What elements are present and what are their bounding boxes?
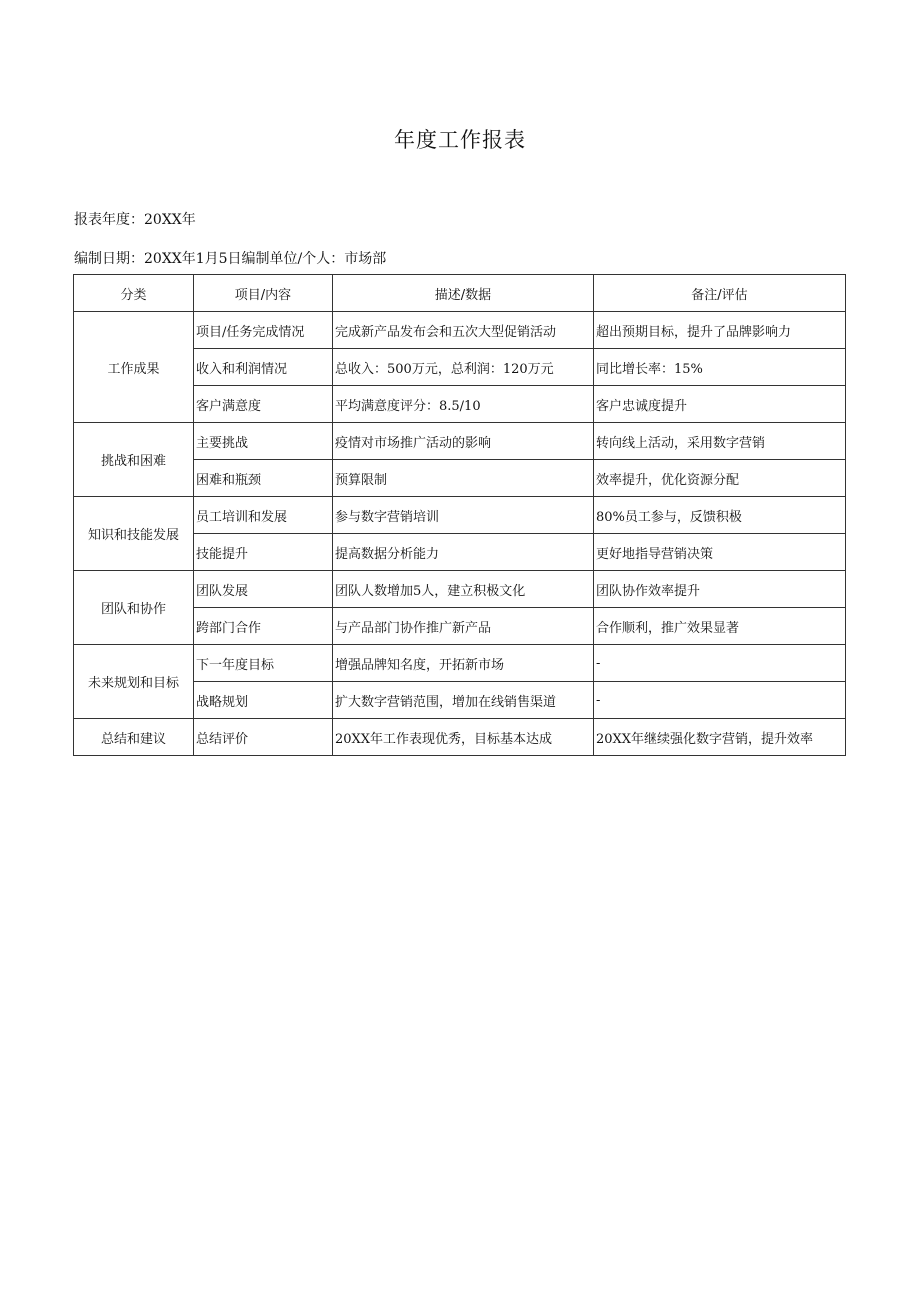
- category-cell: 知识和技能发展: [74, 497, 194, 571]
- description-cell: 扩大数字营销范围，增加在线销售渠道: [333, 682, 594, 719]
- remarks-cell: 客户忠诚度提升: [594, 386, 846, 423]
- remarks-cell: 80%员工参与，反馈积极: [594, 497, 846, 534]
- description-cell: 与产品部门协作推广新产品: [333, 608, 594, 645]
- item-cell: 下一年度目标: [194, 645, 333, 682]
- remarks-cell: 超出预期目标，提升了品牌影响力: [594, 312, 846, 349]
- annual-report-table: [73, 274, 846, 756]
- item-cell: 战略规划: [194, 682, 333, 719]
- category-cell: 团队和协作: [74, 571, 194, 645]
- item-cell: 收入和利润情况: [194, 349, 333, 386]
- document-title: 年度工作报表: [394, 128, 526, 152]
- item-cell: 员工培训和发展: [194, 497, 333, 534]
- table-row: [74, 497, 846, 534]
- header-remarks: 备注/评估: [594, 275, 846, 312]
- remarks-cell: 合作顺利，推广效果显著: [594, 608, 846, 645]
- description-cell: 完成新产品发布会和五次大型促销活动: [333, 312, 594, 349]
- remarks-cell: 同比增长率：15%: [594, 349, 846, 386]
- table-header-row: [74, 275, 846, 312]
- item-cell: 困难和瓶颈: [194, 460, 333, 497]
- item-cell: 客户满意度: [194, 386, 333, 423]
- header-item: 项目/内容: [194, 275, 333, 312]
- item-cell: 技能提升: [194, 534, 333, 571]
- remarks-cell: 团队协作效率提升: [594, 571, 846, 608]
- table-row: [74, 312, 846, 349]
- item-cell: 跨部门合作: [194, 608, 333, 645]
- remarks-cell: 更好地指导营销决策: [594, 534, 846, 571]
- table-row: [74, 645, 846, 682]
- description-cell: 参与数字营销培训: [333, 497, 594, 534]
- description-cell: 疫情对市场推广活动的影响: [333, 423, 594, 460]
- header-description: 描述/数据: [333, 275, 594, 312]
- category-cell: 未来规划和目标: [74, 645, 194, 719]
- item-cell: 主要挑战: [194, 423, 333, 460]
- description-cell: 团队人数增加5人，建立积极文化: [333, 571, 594, 608]
- remarks-cell: 20XX年继续强化数字营销，提升效率: [594, 719, 846, 756]
- category-cell: 挑战和困难: [74, 423, 194, 497]
- description-cell: 提高数据分析能力: [333, 534, 594, 571]
- remarks-cell: -: [594, 645, 846, 682]
- item-cell: 总结评价: [194, 719, 333, 756]
- table-row: [74, 423, 846, 460]
- category-cell: 总结和建议: [74, 719, 194, 756]
- description-cell: 增强品牌知名度，开拓新市场: [333, 645, 594, 682]
- category-cell: 工作成果: [74, 312, 194, 423]
- header-category: 分类: [74, 275, 194, 312]
- remarks-cell: -: [594, 682, 846, 719]
- compile-info: 编制日期：20XX年1月5日编制单位/个人：市场部: [74, 251, 387, 267]
- table-row: [74, 571, 846, 608]
- remarks-cell: 转向线上活动，采用数字营销: [594, 423, 846, 460]
- description-cell: 20XX年工作表现优秀，目标基本达成: [333, 719, 594, 756]
- item-cell: 项目/任务完成情况: [194, 312, 333, 349]
- remarks-cell: 效率提升，优化资源分配: [594, 460, 846, 497]
- table-row: [74, 719, 846, 756]
- description-cell: 预算限制: [333, 460, 594, 497]
- description-cell: 总收入：500万元，总利润：120万元: [333, 349, 594, 386]
- report-year: 报表年度：20XX年: [74, 212, 196, 228]
- description-cell: 平均满意度评分：8.5/10: [333, 386, 594, 423]
- item-cell: 团队发展: [194, 571, 333, 608]
